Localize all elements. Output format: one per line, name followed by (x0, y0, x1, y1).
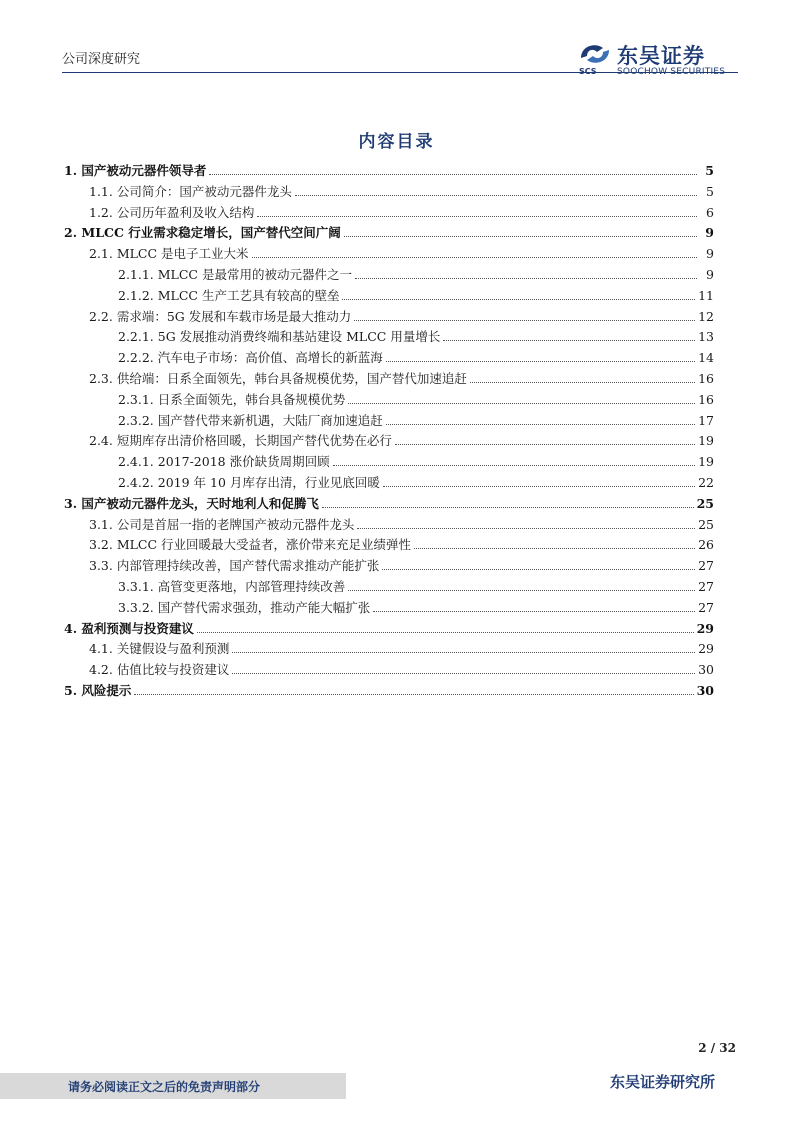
toc-leader (443, 340, 695, 341)
toc-entry[interactable] (62, 161, 714, 182)
brand-logo (577, 40, 742, 80)
toc-entry-text: 2.1.1. MLCC 是最常用的被动元器件之一 (118, 266, 352, 282)
toc-page-number: 27 (698, 558, 714, 574)
toc-entry[interactable] (62, 494, 714, 515)
toc-entry[interactable] (62, 223, 714, 244)
toc-entry[interactable] (62, 515, 714, 536)
toc-page-number: 27 (698, 599, 714, 615)
logo-chinese-name: 东吴证券 (617, 44, 705, 68)
toc-entry[interactable] (62, 619, 714, 640)
toc-page-number: 30 (696, 682, 714, 698)
toc-entry[interactable] (62, 577, 714, 598)
toc-page-number: 13 (698, 329, 714, 345)
logo-english-name: SOOCHOW SECURITIES (617, 67, 726, 77)
toc-page-number: 27 (698, 578, 714, 594)
toc-entry[interactable] (62, 473, 714, 494)
toc-page-number: 25 (696, 495, 714, 511)
toc-leader (386, 424, 695, 425)
toc-entry[interactable] (62, 286, 714, 307)
toc-entry[interactable] (62, 452, 714, 473)
toc-page-number: 26 (698, 537, 714, 553)
toc-entry-text: 3.2. MLCC 行业回暖最大受益者，涨价带来充足业绩弹性 (89, 537, 412, 553)
toc-leader (232, 673, 695, 674)
toc-page-number: 11 (698, 287, 714, 303)
toc-entry-text: 2.1.2. MLCC 生产工艺具有较高的壁垒 (118, 287, 340, 303)
toc-entry[interactable] (62, 411, 714, 432)
toc-entry[interactable] (62, 327, 714, 348)
toc-entry-text: 3.3. 内部管理持续改善，国产替代需求推动产能扩张 (89, 558, 380, 574)
toc-page-number: 14 (698, 350, 714, 366)
toc-leader (383, 486, 695, 487)
toc-entry[interactable] (62, 203, 714, 224)
toc-page-number: 16 (698, 391, 714, 407)
toc-leader (322, 507, 694, 508)
toc-page-number: 19 (698, 454, 714, 470)
toc-entry[interactable] (62, 660, 714, 681)
toc-page-number: 19 (698, 433, 714, 449)
toc-page-number: 6 (706, 204, 714, 220)
toc-entry-text: 2.3.2. 国产替代带来新机遇，大陆厂商加速追赶 (118, 412, 383, 428)
toc-leader (470, 382, 695, 383)
toc-leader (134, 694, 693, 695)
toc-entry-text: 2.3.1. 日系全面领先，韩台具备规模优势 (118, 391, 346, 407)
toc-entry-text: 2.4. 短期库存出清价格回暖，长期国产替代优势在必行 (89, 433, 392, 449)
soochow-logo-icon (577, 40, 613, 68)
toc-entry[interactable] (62, 535, 714, 556)
toc-leader (209, 174, 697, 175)
toc-entry-text: 4.1. 关键假设与盈利预测 (89, 641, 230, 657)
toc-entry-text: 2.2.2. 汽车电子市场：高价值、高增长的新蓝海 (118, 350, 383, 366)
toc-entry[interactable] (62, 265, 714, 286)
toc-entry-text: 2. MLCC 行业需求稳定增长，国产替代空间广阔 (64, 225, 341, 241)
toc-entry[interactable] (62, 182, 714, 203)
toc-entry-text: 1. 国产被动元器件领导者 (64, 163, 207, 178)
toc-entry-text: 4.2. 估值比较与投资建议 (89, 662, 230, 678)
toc-leader (344, 236, 697, 237)
toc-page-number: 16 (698, 370, 714, 386)
toc-entry[interactable] (62, 681, 714, 702)
toc-leader (257, 216, 697, 217)
toc-leader (357, 528, 695, 529)
toc-page-number: 25 (698, 516, 714, 532)
toc-entry[interactable] (62, 598, 714, 619)
toc-entry-text: 2.2. 需求端：5G 发展和车载市场是最大推动力 (89, 308, 352, 324)
toc-entry[interactable] (62, 307, 714, 328)
toc-entry-text: 2.4.2. 2019 年 10 月库存出清，行业见底回暖 (118, 474, 380, 490)
toc-leader (348, 403, 695, 404)
toc-leader (395, 444, 695, 445)
toc-leader (232, 652, 695, 653)
toc-entry[interactable] (62, 348, 714, 369)
toc-title: 内容目录 (358, 132, 435, 152)
toc-page-number: 5 (706, 183, 714, 199)
toc-entry-text: 2.4.1. 2017-2018 涨价缺货周期回顾 (118, 454, 330, 470)
logo-mark-text: SCS (579, 67, 597, 76)
toc-entry-text: 3.3.2. 国产替代需求强劲，推动产能大幅扩张 (118, 599, 371, 615)
toc-page-number: 12 (698, 308, 714, 324)
toc-entry-text: 1.2. 公司历年盈利及收入结构 (89, 204, 255, 220)
toc-page-number: 22 (698, 474, 714, 490)
toc-page-number: 30 (698, 662, 714, 678)
toc-leader (414, 548, 695, 549)
toc-page-number: 17 (698, 412, 714, 428)
toc-entry[interactable] (62, 556, 714, 577)
toc-page-number: 9 (706, 266, 714, 282)
report-type-label: 公司深度研究 (62, 52, 141, 67)
footer-brand: 东吴证券研究所 (609, 1073, 715, 1091)
toc-leader (373, 611, 695, 612)
toc-page-number: 9 (705, 225, 714, 241)
toc-entry-text: 5. 风险提示 (64, 682, 132, 698)
toc-leader (197, 632, 694, 633)
footer-disclaimer-note: 请务必阅读正文之后的免责声明部分 (68, 1080, 261, 1094)
toc-leader (348, 590, 695, 591)
toc-entry-text: 3.3.1. 高管变更落地，内部管理持续改善 (118, 578, 346, 594)
toc-page-number: 9 (706, 246, 714, 262)
toc-leader (295, 195, 697, 196)
toc-page-number: 5 (705, 163, 714, 178)
toc-entry-text: 2.1. MLCC 是电子工业大米 (89, 246, 249, 262)
toc-entry-text: 2.3. 供给端：日系全面领先，韩台具备规模优势，国产替代加速追赶 (89, 370, 467, 386)
toc-leader (342, 299, 695, 300)
toc-entry[interactable] (62, 390, 714, 411)
page-indicator: 2 / 32 (698, 1041, 736, 1055)
toc-page-number: 29 (696, 620, 714, 636)
toc-entry[interactable] (62, 369, 714, 390)
toc-entry[interactable] (62, 431, 714, 452)
toc-leader (355, 278, 697, 279)
toc-leader (333, 465, 696, 466)
toc-page-number: 29 (698, 641, 714, 657)
toc-leader (386, 361, 695, 362)
toc-entry-text: 1.1. 公司简介：国产被动元器件龙头 (89, 183, 292, 199)
toc-leader (382, 569, 695, 570)
toc-entry[interactable] (62, 244, 714, 265)
toc-entry[interactable] (62, 639, 714, 660)
header-divider (62, 72, 738, 73)
toc-entry-text: 3.1. 公司是首屈一指的老牌国产被动元器件龙头 (89, 516, 355, 532)
toc-entry-text: 2.2.1. 5G 发展推动消费终端和基站建设 MLCC 用量增长 (118, 329, 441, 345)
toc-entry-text: 3. 国产被动元器件龙头，天时地利人和促腾飞 (64, 495, 319, 511)
toc-entry-text: 4. 盈利预测与投资建议 (64, 620, 194, 636)
toc-leader (252, 257, 697, 258)
toc-leader (354, 320, 695, 321)
table-of-contents (62, 161, 714, 702)
